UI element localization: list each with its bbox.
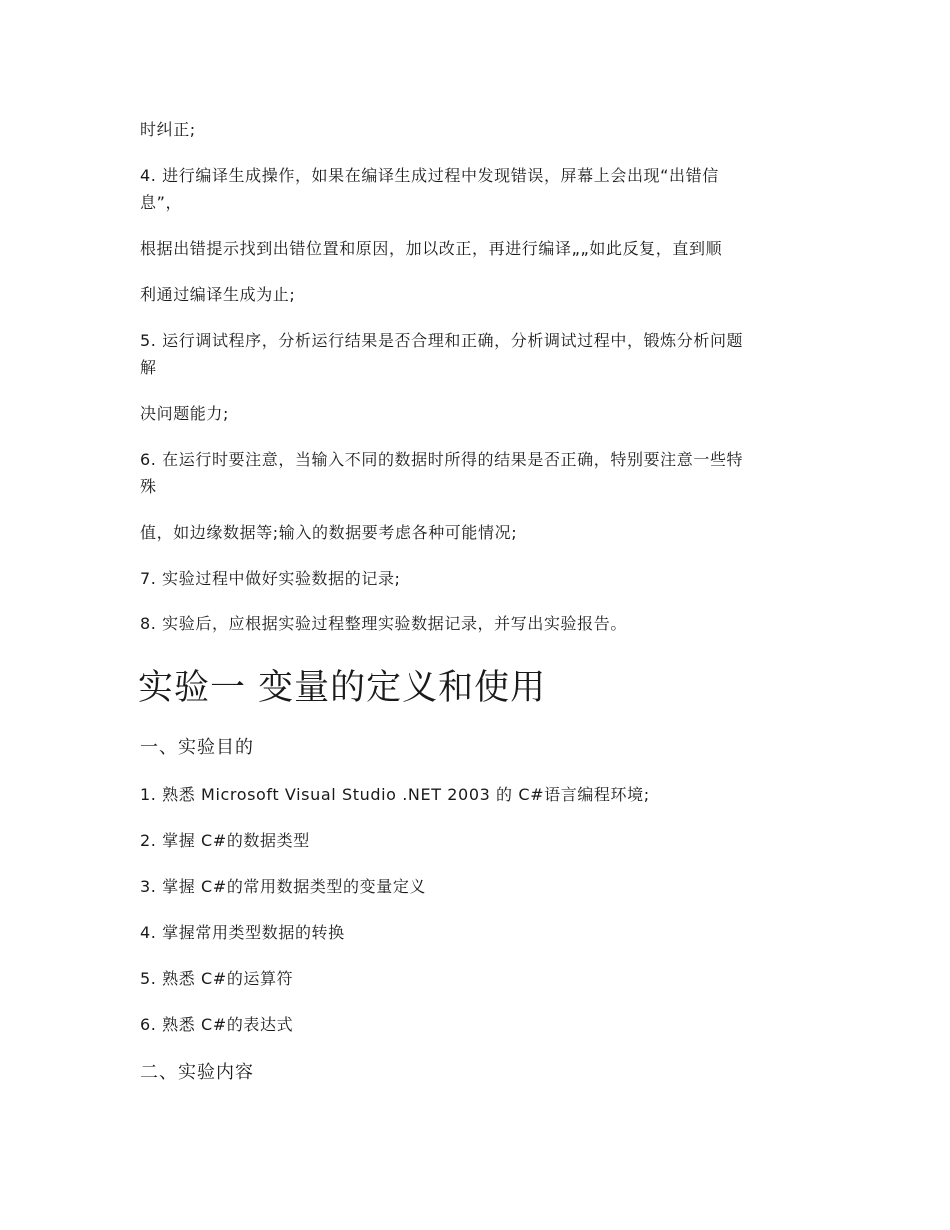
paragraph-line: 6. 在运行时要注意，当输入不同的数据时所得的结果是否正确，特别要注意一些特 <box>140 450 744 469</box>
section-heading-content: 二、实验内容 <box>140 1062 254 1083</box>
objective-item: 6. 熟悉 C#的表达式 <box>140 1015 294 1034</box>
paragraph-line: 解 <box>140 358 157 377</box>
section-heading-objectives: 一、实验目的 <box>140 737 254 758</box>
paragraph-line: 4. 进行编译生成操作，如果在编译生成过程中发现错误，屏幕上会出现“出错信 <box>140 166 719 185</box>
paragraph-line: 值，如边缘数据等;输入的数据要考虑各种可能情况; <box>140 523 518 542</box>
objective-item: 1. 熟悉 Microsoft Visual Studio .NET 2003 的 C#语言编程环境; <box>140 785 650 804</box>
paragraph-line: 根据出错提示找到出错位置和原因，加以改正，再进行编译„„如此反复，直到顺 <box>140 239 723 258</box>
objective-item: 3. 掌握 C#的常用数据类型的变量定义 <box>140 877 427 896</box>
objective-item: 5. 熟悉 C#的运算符 <box>140 969 294 988</box>
paragraph-line: 殊 <box>140 477 157 496</box>
paragraph-line: 时纠正; <box>140 120 196 139</box>
paragraph-line: 5. 运行调试程序，分析运行结果是否合理和正确，分析调试过程中，锻炼分析问题 <box>140 331 744 350</box>
objective-item: 4. 掌握常用类型数据的转换 <box>140 923 345 942</box>
paragraph-line: 息”， <box>140 193 183 212</box>
chapter-title: 实验一 变量的定义和使用 <box>138 668 547 708</box>
objective-item: 2. 掌握 C#的数据类型 <box>140 831 310 850</box>
paragraph-line: 决问题能力; <box>140 404 229 423</box>
paragraph-line: 8. 实验后，应根据实验过程整理实验数据记录，并写出实验报告。 <box>140 614 627 633</box>
paragraph-line: 利通过编译生成为止; <box>140 285 296 304</box>
paragraph-line: 7. 实验过程中做好实验数据的记录; <box>140 569 401 588</box>
